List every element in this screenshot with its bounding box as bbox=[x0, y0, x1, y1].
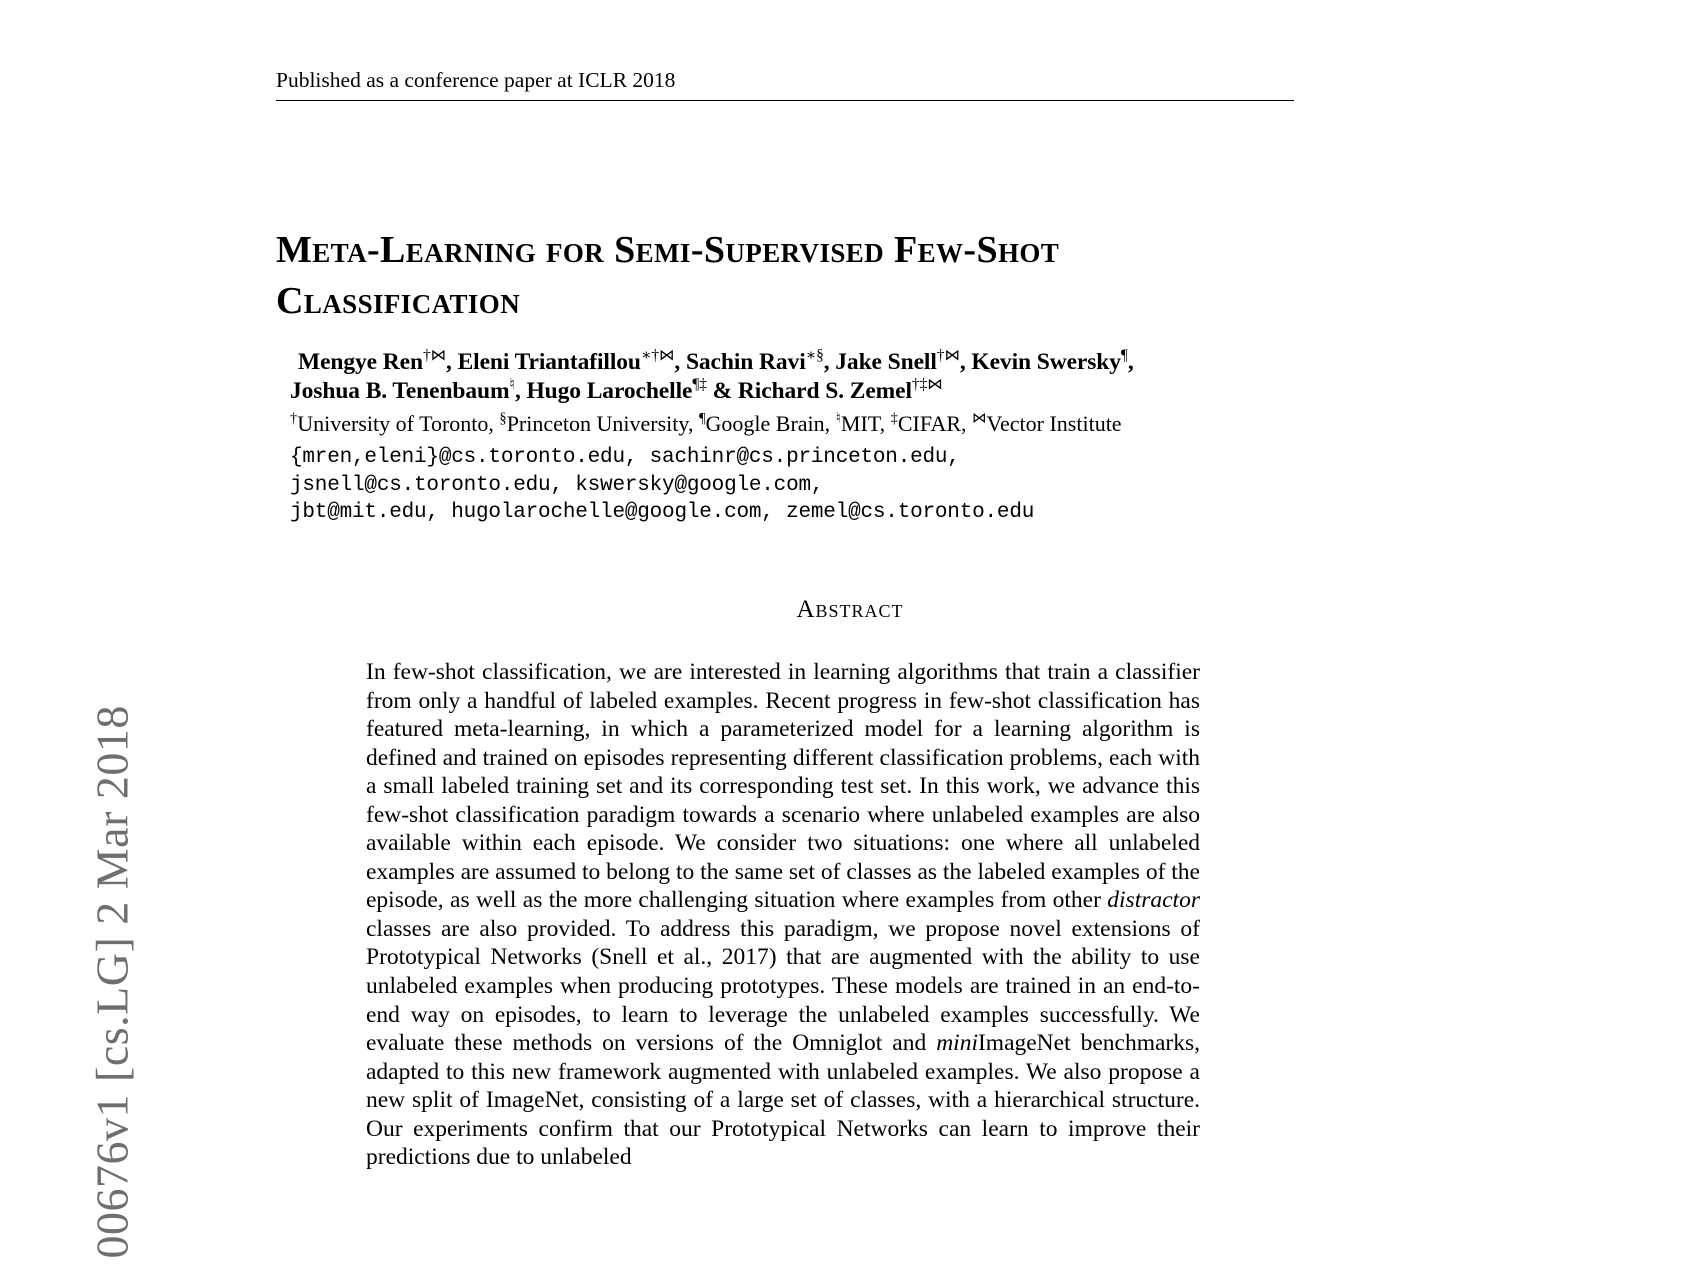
running-head-text: Published as a conference paper at ICLR 2018 bbox=[276, 68, 676, 92]
page-title: Meta-Learning for Semi-Supervised Few-Shot Classification bbox=[276, 229, 1060, 322]
email-line-1[interactable]: {mren,eleni}@cs.toronto.edu, sachinr@cs.princeton.edu, bbox=[290, 445, 960, 469]
header-rule bbox=[276, 100, 1294, 101]
arxiv-identifier-stamp: 00676v1 [cs.LG] 2 Mar 2018 bbox=[86, 705, 138, 1259]
author-line-2: Joshua B. Tenenbaum♮, Hugo Larochelle¶‡ & Richard S. Zemel†‡⋈ bbox=[290, 376, 943, 405]
affiliations-line: †University of Toronto, §Princeton University, ¶Google Brain, ♮MIT, ‡CIFAR, ⋈Vector Institute bbox=[290, 410, 1122, 437]
abstract-body bbox=[366, 658, 1200, 1172]
email-line-3[interactable]: jbt@mit.edu, hugolarochelle@google.com, zemel@cs.toronto.edu bbox=[290, 501, 1035, 525]
author-line-1: Mengye Ren†⋈, Eleni Triantafillou∗†⋈, Sachin Ravi∗§, Jake Snell†⋈, Kevin Swersky¶, bbox=[298, 347, 1134, 375]
running-head-container bbox=[276, 68, 1294, 101]
author-block bbox=[290, 348, 1300, 527]
email-block bbox=[290, 444, 1300, 527]
abstract-paragraph: In few-shot classification, we are interested in learning algorithms that train a classifier from only a handful of labeled examples. Recent progress in few-shot classification has featured meta-learning, in which a parameterized model for a learning algorithm is defined and trained on episodes representing different classification problems, each with a small labeled training set and its corresponding test set. In this work, we advance this few-shot classification paradigm towards a scenario where unlabeled examples are also available within each episode. We consider two situations: one where all unlabeled examples are assumed to belong to the same set of classes as the labeled examples of the episode, as well as the more challenging situation where examples from other distractor classes are also provided. To address this paradigm, we propose novel extensions of Prototypical Networks (Snell et al., 2017) that are augmented with the ability to use unlabeled examples when producing prototypes. These models are trained in an end-to-end way on episodes, to learn to leverage the unlabeled examples successfully. We evaluate these methods on versions of the Omniglot and miniImageNet benchmarks, adapted to this new framework augmented with unlabeled examples. We also propose a new split of ImageNet, consisting of a large set of classes, with a hierarchical structure. Our experiments confirm that our Prototypical Networks can learn to improve their predictions due to unlabeled bbox=[366, 659, 1201, 1171]
abstract-heading: Abstract bbox=[796, 596, 904, 623]
email-line-2[interactable]: jsnell@cs.toronto.edu, kswersky@google.com, bbox=[290, 473, 824, 497]
